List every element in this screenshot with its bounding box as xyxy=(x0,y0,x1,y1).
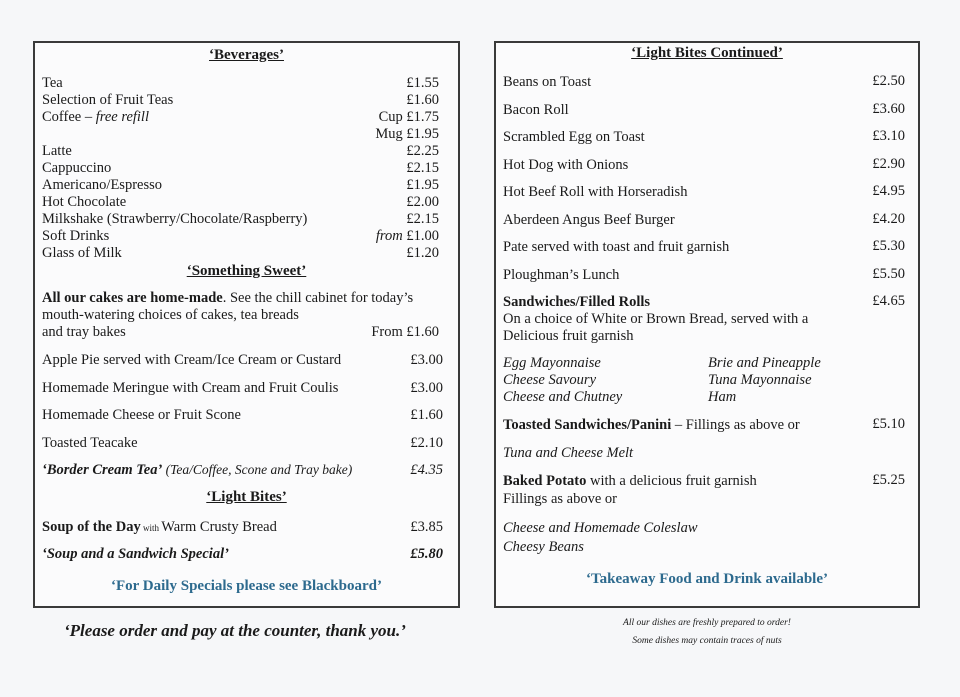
menu-item-price: £2.50 xyxy=(872,73,905,89)
toasted-line xyxy=(503,417,800,434)
sandwiches-desc-2: Delicious fruit garnish xyxy=(503,328,634,344)
light-bites-heading: ‘Light Bites’ xyxy=(206,489,287,505)
beverage-name: Americano/Espresso xyxy=(42,177,162,193)
beverage-name: Selection of Fruit Teas xyxy=(42,92,174,108)
toasted-price: £5.10 xyxy=(872,416,905,432)
soup-price: £3.85 xyxy=(410,519,443,535)
potato-line xyxy=(503,473,757,490)
sandwiches-title: Sandwiches/Filled Rolls xyxy=(503,294,651,310)
menu-item-name: Beans on Toast xyxy=(503,74,592,90)
fresh-note: All our dishes are freshly prepared to order! xyxy=(623,618,791,628)
beverage-name: Tea xyxy=(42,75,63,91)
menu-item-name: Aberdeen Angus Beef Burger xyxy=(503,211,675,228)
cakes-price: From £1.60 xyxy=(371,324,439,340)
soup-with: with xyxy=(140,523,162,533)
filling-item: Cheese Savoury xyxy=(503,372,597,388)
potato-rest: with a delicious fruit garnish xyxy=(586,473,757,489)
sweet-item-price: £3.00 xyxy=(410,379,443,396)
cream-tea-price: £4.35 xyxy=(410,462,443,478)
right-menu-panel xyxy=(494,41,920,608)
menu-item-price: £2.90 xyxy=(872,155,905,172)
menu-item-name: Bacon Roll xyxy=(503,101,569,118)
cream-tea-detail: (Tea/Coffee, Scone and Tray bake) xyxy=(162,462,353,477)
menu-item-price: £5.30 xyxy=(872,238,905,254)
special-price: £5.80 xyxy=(410,546,443,562)
menu-item-price: £5.50 xyxy=(872,265,905,282)
potato-price: £5.25 xyxy=(872,472,905,488)
left-menu-panel xyxy=(33,41,460,608)
beverage-name: Latte xyxy=(42,143,72,159)
beverage-name: Soft Drinks xyxy=(42,228,110,244)
beverage-name: Cappuccino xyxy=(42,160,112,176)
filling-item: Brie and Pineapple xyxy=(708,355,821,371)
sweet-item-name: Toasted Teacake xyxy=(42,434,138,451)
beverage-price: £1.95 xyxy=(406,177,439,193)
beverage-name: Glass of Milk xyxy=(42,245,122,261)
beverage-name-italic: free refill xyxy=(95,109,149,125)
sandwiches-desc-1: On a choice of White or Brown Bread, served with a xyxy=(503,311,809,327)
sweet-item-name: Apple Pie served with Cream/Ice Cream or Custard xyxy=(42,352,342,368)
beverage-price: £1.20 xyxy=(406,245,439,261)
menu-item-name: Hot Beef Roll with Horseradish xyxy=(503,184,688,200)
beverage-price: £1.60 xyxy=(406,92,439,108)
filling-item: Tuna Mayonnaise xyxy=(708,372,812,388)
potato-filling-2: Cheesy Beans xyxy=(503,539,584,555)
menu-item-price: £4.95 xyxy=(872,183,905,199)
toasted-title: Toasted Sandwiches/Panini xyxy=(503,417,672,433)
potato-title: Baked Potato xyxy=(503,473,587,489)
soup-line xyxy=(42,519,277,536)
sweet-item-price: £2.10 xyxy=(410,434,443,451)
sweet-item-name: Homemade Cheese or Fruit Scone xyxy=(42,407,241,423)
beverage-price: £2.15 xyxy=(406,211,439,227)
menu-item-price: £3.60 xyxy=(872,100,905,117)
potato-line-2: Fillings as above or xyxy=(503,491,617,507)
soup-name: Soup of the Day xyxy=(42,519,141,535)
beverages-heading: ‘Beverages’ xyxy=(209,47,284,63)
menu-item-price: £4.20 xyxy=(872,210,905,227)
potato-filling-1: Cheese and Homemade Coleslaw xyxy=(503,520,698,536)
light-bites-continued-heading: ‘Light Bites Continued’ xyxy=(631,45,783,61)
beverage-price: £2.00 xyxy=(406,194,439,210)
toasted-rest: – Fillings as above or xyxy=(671,417,800,433)
beverage-name: Milkshake (Strawberry/Chocolate/Raspberry) xyxy=(42,211,308,227)
order-instruction: ‘Please order and pay at the counter, thank you.’ xyxy=(64,621,406,640)
beverage-price: Cup £1.75 xyxy=(378,109,439,125)
filling-item: Egg Mayonnaise xyxy=(503,355,601,371)
sandwiches-price: £4.65 xyxy=(872,293,905,309)
filling-item: Cheese and Chutney xyxy=(503,389,623,405)
menu-item-price: £3.10 xyxy=(872,128,905,144)
cream-tea-name: ‘Border Cream Tea’ xyxy=(42,462,163,478)
something-sweet-heading: ‘Something Sweet’ xyxy=(186,263,307,279)
beverage-price: £2.15 xyxy=(406,160,439,176)
sweet-item-price: £1.60 xyxy=(410,407,443,423)
cakes-line-1 xyxy=(42,290,413,307)
soup-rest: Warm Crusty Bread xyxy=(161,519,277,535)
filling-item: Ham xyxy=(708,389,737,405)
nuts-note: Some dishes may contain traces of nuts xyxy=(632,636,782,646)
menu-item-name: Pate served with toast and fruit garnish xyxy=(503,239,730,255)
blackboard-note: ‘For Daily Specials please see Blackboard’ xyxy=(111,578,382,594)
beverage-name-plain: Coffee – xyxy=(42,109,96,125)
menu-item-name: Ploughman’s Lunch xyxy=(503,266,620,283)
soup-sandwich-special: ‘Soup and a Sandwich Special’ xyxy=(42,546,229,562)
beverage-price xyxy=(376,228,439,245)
sweet-item-name: Homemade Meringue with Cream and Fruit Coulis xyxy=(42,379,339,396)
cakes-line-3: and tray bakes xyxy=(42,324,126,340)
beverage-price: Mug £1.95 xyxy=(375,126,439,142)
beverage-price: £2.25 xyxy=(406,143,439,159)
menu-item-name: Hot Dog with Onions xyxy=(503,156,629,173)
sweet-item-price: £3.00 xyxy=(410,352,443,368)
cakes-line-2: mouth-watering choices of cakes, tea breads xyxy=(42,307,299,323)
menu-item-name: Scrambled Egg on Toast xyxy=(503,129,645,145)
beverage-name: Hot Chocolate xyxy=(42,194,127,210)
cakes-text-1: . See the chill cabinet for today’s xyxy=(222,290,414,306)
beverage-name xyxy=(42,109,149,126)
price-value: £1.00 xyxy=(406,228,439,244)
takeaway-note: ‘Takeaway Food and Drink available’ xyxy=(586,571,828,587)
beverage-price: £1.55 xyxy=(406,75,439,91)
cakes-bold: All our cakes are home-made xyxy=(42,290,223,306)
price-from: from xyxy=(375,228,403,244)
tuna-melt: Tuna and Cheese Melt xyxy=(503,445,634,461)
cream-tea-line xyxy=(42,462,352,479)
